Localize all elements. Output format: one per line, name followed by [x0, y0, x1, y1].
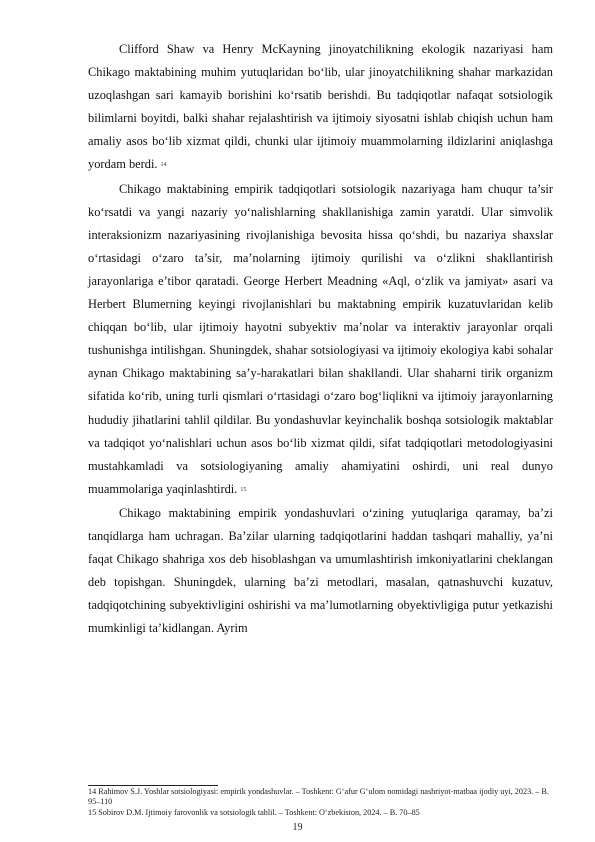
page-body	[88, 38, 553, 640]
page-number: 19	[292, 822, 303, 833]
footnotes	[88, 785, 553, 818]
paragraph-1	[88, 38, 553, 178]
paragraph-1-text: Clifford Shaw va Henry McKayning jinoyatchilikning ekologik nazariyasi ham Chikago maktabining muhim yutuqlaridan bo‘lib, ular jinoyatchilikning shahar markazidan uzoqlashgan sari kamayib borishini ko‘rsatib berishdi. Bu tadqiqotlar nafaqat sotsiologik bilimlarni boyitdi, balki shahar rejalashtirish va ijtimoiy siyosatni ishlab chiqish uchun ham amaliy asos bo‘lib xizmat qildi, chunki ular ijtimoiy muammolarning ildizlarini aniqlashga yordam berdi.	[88, 42, 553, 172]
footnote-ref-14: 14	[160, 162, 167, 169]
footnote-divider	[88, 785, 218, 786]
paragraph-2	[88, 178, 553, 502]
paragraph-2-text: Chikago maktabining empirik tadqiqotlari sotsiologik nazariyaga ham chuqur ta’sir ko‘rsatdi va yangi nazariy yo‘nalishlarning shakllanishiga zamin yaratdi. Ular simvolik interaksionizm nazariyasining rivojlanishiga bevosita hissa qo‘shdi, bu nazariya shaxslar o‘rtasidagi o‘zaro ta’sir, ma’nolarning ijtimoiy qurilishi va o‘zlikni shakllantirish jarayonlariga e’tibor qaratadi. George Herbert Meadning «Aql, o‘zlik va jamiyat» asari va Herbert Blumerning keyingi rivojlanishlari bu maktabning empirik kuzatuvlaridan kelib chiqqan bo‘lib, ular ijtimoiy hayotni subyektiv ma’nolar va interaktiv jarayonlar orqali tushunishga intilishgan. Shuningdek, shahar sotsiologiyasi va ijtimoiy ekologiya kabi sohalar aynan Chikago maktabining sa’y-harakatlari bilan shakllandi. Ular shaharni tirik organizm sifatida ko‘rib, uning turli qismlari o‘rtasidagi o‘zaro bog‘liqlikni va ijtimoiy jarayonlarning hududiy jihatlarini tahlil qildilar. Bu yondashuvlar keyinchalik boshqa sotsiologik maktablar va tadqiqot yo‘nalishlari uchun asos bo‘lib xizmat qildi, sifat tadqiqotlari metodologiyasini mustahkamladi va sotsiologiyaning amaliy ahamiyatini oshirdi, uni real dunyo muammolariga yaqinlashtirdi.	[88, 181, 553, 496]
paragraph-3	[88, 502, 553, 641]
footnote-14: 14 Rahimov S.J. Yoshlar sotsiologiyasi: empirik yondashuvlar. – Toshkent: G‘afur G‘ulom nomidagi nashriyot-matbaa ijodiy uyi, 2023. – B. 95–110	[88, 787, 549, 807]
footnote-ref-15: 15	[240, 486, 247, 493]
paragraph-3-text: Chikago maktabining empirik yondashuvlari o‘zining yutuqlariga qaramay, ba’zi tanqidlarga ham uchragan. Ba’zilar ularning tadqiqotlarini haddan tashqari mahalliy, ya’ni faqat Chikago shahriga xos deb hisoblashgan va umumlashtirish imkoniyatlarini cheklangan deb topishgan. Shuningdek, ularning ba’zi metodlari, masalan, qatnashuvchi kuzatuv, tadqiqotchining subyektivligini oshirishi va ma’lumotlarning obyektivligiga putur yetkazishi mumkinligi ta’kidlangan. Ayrim	[88, 505, 553, 636]
footnote-15: 15 Sobirov D.M. Ijtimoiy farovonlik va sotsiologik tahlil. – Toshkent: O‘zbekiston, 2024. – B. 70–85	[88, 807, 420, 817]
